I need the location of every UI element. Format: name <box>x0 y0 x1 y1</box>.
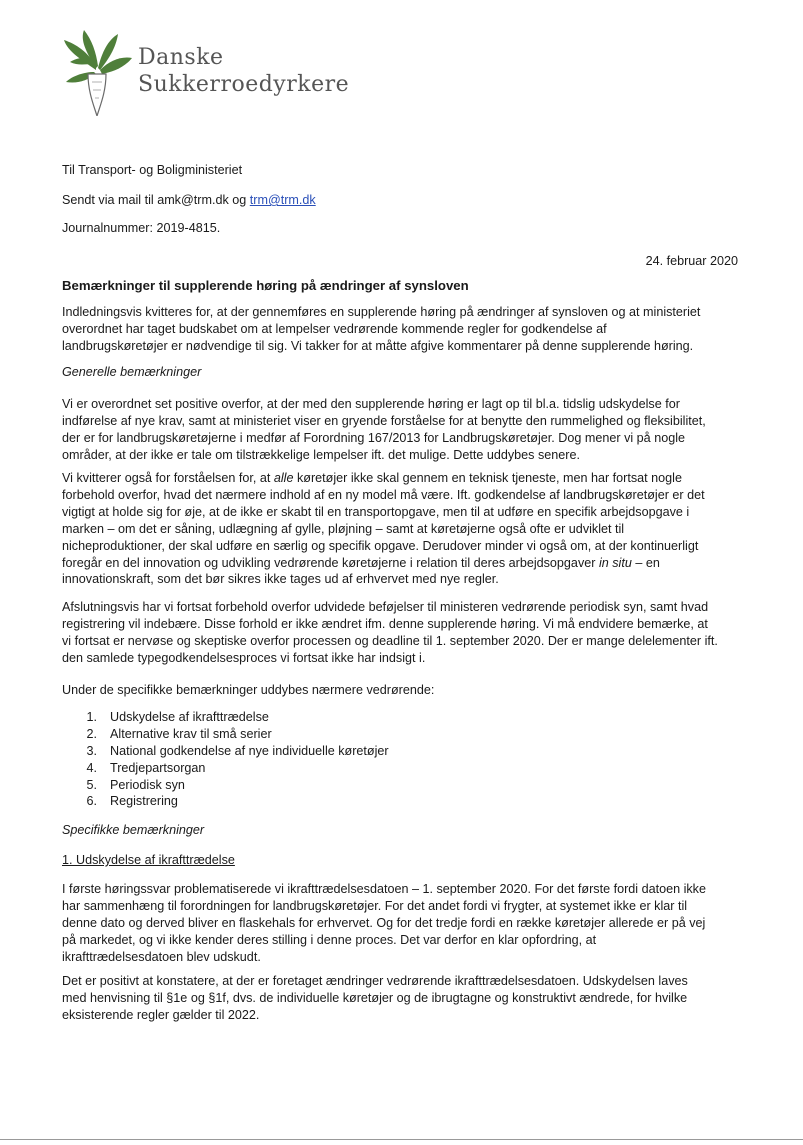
general-paragraph-2 <box>62 470 742 588</box>
intro-paragraph <box>62 304 742 355</box>
list-number: 1. <box>86 710 97 724</box>
para-line: indførelse af nye krav, samt at ministeriet viser en gryende forståelse for at benytte den rummelighed og fleksibilitet, <box>62 413 706 428</box>
list-intro: Under de specifikke bemærkninger uddybes nærmere vedrørende: <box>62 683 435 697</box>
para-line <box>62 555 742 572</box>
general-heading: Generelle bemærkninger <box>62 365 202 379</box>
sugar-beet-icon <box>62 30 132 116</box>
list-number: 4. <box>86 760 97 775</box>
text-run: – en <box>631 555 660 570</box>
para-line: på markedet, og vi ikke kender deres stilling i denne proces. Det var derfor en klar opfordring, at <box>62 932 597 947</box>
list-number: 2. <box>86 726 97 741</box>
general-paragraph-3 <box>62 599 742 667</box>
text-run: foregår en del innovation og udvikling vedrørende køretøjerne i relation til deres arbejdsopgaver <box>62 555 599 570</box>
para-line: innovationskraft, som det bør sikres ikke tages ud af erhvervet med nye regler. <box>62 572 499 587</box>
para-line: vi fortsat er nervøse og skeptiske overfor processen og deadline til 1. september 2020. Der er mange delelementer ift. <box>62 633 718 648</box>
list-number: 5. <box>86 777 97 792</box>
recipient: Til Transport- og Boligministeriet <box>62 163 243 177</box>
page-edge-line <box>0 1139 803 1140</box>
list-item <box>62 760 389 777</box>
para-line: denne dato og derved bliver en flaskehals for erhvervet. Og for det tredje fordi en række køretøjer allerede er på vej <box>62 915 706 930</box>
para-line: registrering vil indebære. Disse forhold er ikke ændret ifm. denne supplerende høring. Vi må endvidere bemærke, at <box>62 616 708 631</box>
sent-via-text: Sendt via mail til amk@trm.dk og <box>62 193 250 207</box>
para-line: forbehold overfor, hvad det nærmere indhold af en ny model må være. Ift. godkendelse af landbrugskøretøjer er det <box>62 487 705 502</box>
emphasis: alle <box>273 471 294 485</box>
para-line <box>62 470 742 487</box>
section-1-heading: 1. Udskydelse af ikrafttrædelse <box>62 853 235 867</box>
para-line: marken – om det er såning, udlægning af gylle, pløjning – samt at køretøjerne også ofte er udviklet til <box>62 521 625 536</box>
para-line: den samlede typegodkendelsesproces vi fortsat ikke har indsigt i. <box>62 650 426 665</box>
letter-date: 24. februar 2020 <box>645 254 738 268</box>
list-text: Registrering <box>110 794 178 809</box>
para-line: med henvisning til §1e og §1f, dvs. de individuelle køretøjer og de ibrugtagne og konstruktivt ændrede, for hvilke <box>62 990 688 1005</box>
specific-heading: Specifikke bemærkninger <box>62 823 205 837</box>
logo-line-2: Sukkerroedyrkere <box>138 72 350 97</box>
list-text: Alternative krav til små serier <box>110 726 272 741</box>
list-item <box>62 777 389 794</box>
logo-wordmark <box>138 44 349 98</box>
email-link[interactable]: trm@trm.dk <box>249 193 316 207</box>
para-line: områder, at der ikke er tale om tilstrækkelige lempelser ift. det mulige. Dette uddybes senere. <box>62 447 580 462</box>
list-item <box>62 793 389 810</box>
list-item <box>62 709 389 726</box>
para-line: ikrafttrædelsesdatoen blev udskudt. <box>62 949 261 964</box>
list-number: 3. <box>86 743 97 758</box>
intro-line: overordnet har taget budskabet om at lempelser vedrørende kommende regler for godkendelse af <box>62 321 607 336</box>
intro-line: landbrugskøretøjer er nødvendige til sig. Vi takker for at måtte afgive kommentarer på denne supplerende høring. <box>62 338 694 353</box>
para-line: Afslutningsvis har vi fortsat forbehold overfor udvidede beføjelser til ministeren vedrørende periodisk syn, samt hvad <box>62 600 709 614</box>
section-1-paragraph-2 <box>62 973 742 1024</box>
para-line: I første høringssvar problematiserede vi ikrafttrædelsesdatoen – 1. september 2020. For det første fordi datoen ikke <box>62 882 706 896</box>
section-1-paragraph-1 <box>62 881 742 966</box>
text-run: Vi kvitterer også for forståelsen for, at <box>62 471 274 485</box>
list-item <box>62 726 389 743</box>
para-line: har sammenhæng til forordningen for landbrugskøretøjer. For det andet fordi vi frygter, at systemet ikke er klar til <box>62 898 688 913</box>
emphasis: in situ <box>598 555 632 570</box>
general-paragraph-1 <box>62 396 742 464</box>
topic-list <box>62 709 389 810</box>
logo <box>62 30 362 120</box>
list-text: Tredjepartsorgan <box>110 760 206 775</box>
letter-title: Bemærkninger til supplerende høring på ændringer af synsloven <box>62 278 469 293</box>
journal-number: Journalnummer: 2019-4815. <box>62 221 221 235</box>
text-run: køretøjer ikke skal gennem en teknisk tjeneste, men har fortsat nogle <box>293 471 682 485</box>
para-line: der er for landbrugskøretøjerne i medfør af Forordning 167/2013 for Landbrugskøretøjer. Dog mener vi på nogle <box>62 430 686 445</box>
para-line: Det er positivt at konstatere, at der er foretaget ændringer vedrørende ikrafttrædelsesdatoen. Udskydelsen laves <box>62 974 688 988</box>
para-line: eksisterende regler gælder til 2022. <box>62 1007 260 1022</box>
para-line: vigtigt at holde sig for øje, at de ikke er skabt til en transportopgave, men til at udføre en specifik arbejdsopgave i <box>62 504 690 519</box>
list-item <box>62 743 389 760</box>
intro-line: Indledningsvis kvitteres for, at der gennemføres en supplerende høring på ændringer af synsloven og at ministeriet <box>62 305 701 319</box>
para-line: nicheproduktioner, der skal udføre en særlig og specifik opgave. Derudover minder vi også om, at der kontinuerligt <box>62 538 699 553</box>
list-text: Udskydelse af ikrafttrædelse <box>110 710 269 724</box>
para-line: Vi er overordnet set positive overfor, at der med den supplerende høring er lagt op til bl.a. tidslig udskydelse for <box>62 397 680 411</box>
logo-line-1: Danske <box>138 45 224 70</box>
list-number: 6. <box>86 794 97 809</box>
list-text: National godkendelse af nye individuelle køretøjer <box>110 743 389 758</box>
list-text: Periodisk syn <box>110 777 185 792</box>
sent-via-line <box>62 192 316 209</box>
